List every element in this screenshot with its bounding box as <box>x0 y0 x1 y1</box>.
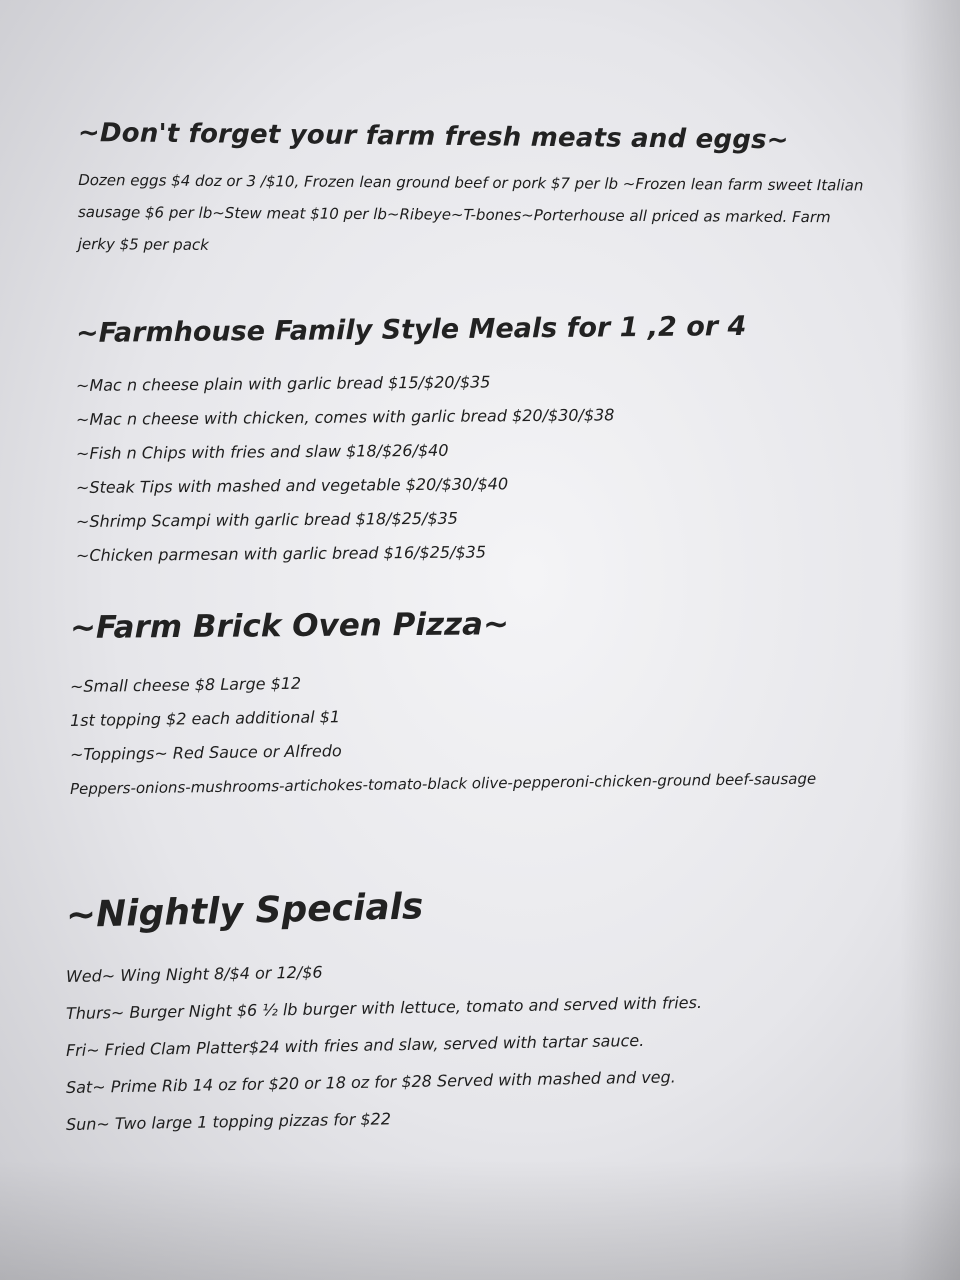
menu-item: Sun~ Two large 1 topping pizzas for $22 <box>65 1109 392 1134</box>
menu-item: Wed~ Wing Night 8/$4 or 12/$6 <box>65 962 323 986</box>
section-title: ~Farm Brick Oven Pizza~ <box>69 606 510 646</box>
section-farm-meats <box>78 118 868 275</box>
menu-item: ~Toppings~ Red Sauce or Alfredo <box>69 741 342 764</box>
section-family-meals <box>75 310 747 573</box>
menu-item: ~Fish n Chips with fries and slaw $18/$26/$40 <box>75 440 449 463</box>
menu-item: ~Small cheese $8 Large $12 <box>69 673 302 696</box>
menu-item: Fri~ Fried Clam Platter$24 with fries and slaw, served with tartar sauce. <box>65 1030 645 1060</box>
section-title: ~Nightly Specials <box>65 886 424 936</box>
menu-item: Thurs~ Burger Night $6 ½ lb burger with lettuce, tomato and served with fries. <box>65 992 703 1023</box>
section-title: ~Don't forget your farm fresh meats and eggs~ <box>77 118 789 156</box>
menu-item: ~Mac n cheese plain with garlic bread $15/$20/$35 <box>75 372 491 395</box>
menu-item: 1st topping $2 each additional $1 <box>69 707 341 730</box>
section-nightly-specials <box>65 886 703 1143</box>
menu-item: ~Chicken parmesan with garlic bread $16/$25/$35 <box>75 542 487 565</box>
section-body: Dozen eggs $4 doz or 3 /$10, Frozen lean ground beef or pork $7 per lb ~Frozen lean farm sweet Italian sausage $6 per lb~Stew meat $10 per lb~Ribeye~T-bones~Porterhouse all priced as marked. Farm jerky $5 per pack <box>77 171 864 254</box>
menu-item: ~Mac n cheese with chicken, comes with garlic bread $20/$30/$38 <box>75 405 615 429</box>
menu-item: ~Steak Tips with mashed and vegetable $20/$30/$40 <box>75 474 509 497</box>
section-brick-oven-pizza <box>69 606 817 806</box>
menu-item-list <box>66 958 702 1143</box>
paper-shadow-bottom <box>0 1160 960 1280</box>
section-title: ~Farmhouse Family Style Meals for 1 ,2 or 4 <box>75 310 747 349</box>
menu-item: ~Shrimp Scampi with garlic bread $18/$25/$35 <box>75 508 459 531</box>
menu-item: Sat~ Prime Rib 14 oz for $20 or 18 oz for $28 Served with mashed and veg. <box>65 1067 676 1097</box>
paper-shadow-right <box>900 0 960 1280</box>
menu-item-list <box>70 670 816 806</box>
menu-item-list <box>76 369 746 573</box>
menu-item: Peppers-onions-mushrooms-artichokes-tomato-black olive-pepperoni-chicken-ground beef-sausage <box>69 769 817 798</box>
